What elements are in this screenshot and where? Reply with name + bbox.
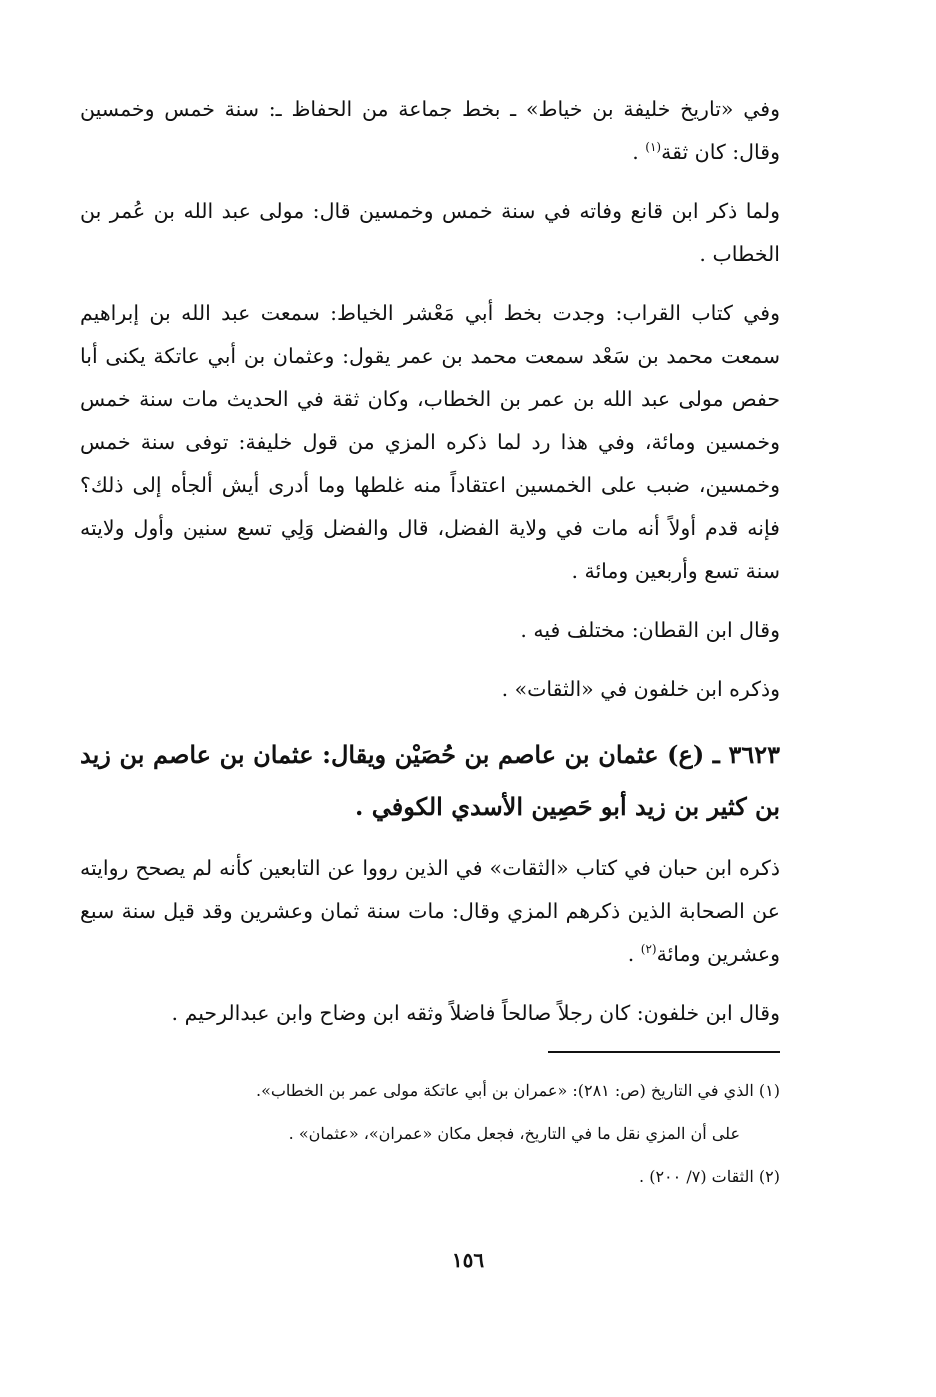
- footnote-1: (١) الذي في التاريخ (ص: ٢٨١): «عمران بن أبي عاتكة مولى عمر بن الخطاب».: [255, 1081, 780, 1100]
- footnote-1-continuation: على أن المزي نقل ما في التاريخ، فجعل مكان «عمران»، «عثمان» .: [288, 1124, 740, 1143]
- paragraph-text: وفي كتاب القراب: وجدت بخط أبي مَعْشر الخياط: سمعت عبد الله بن إبراهيم سمعت محمد بن سَعْد سمعت محمد بن عمر يقول: وعثمان بن أبي عاتكة يكنى أبا حفص مولى عبد الله بن عمر بن الخطاب، وكان ثقة في الحديث مات سنة خمس وخمسين ومائة، وفي هذا رد لما ذكره المزي من قول خليفة: توفى سنة خمس وخمسين، ضبب على الخمسين اعتقاداً منه غلطها وما أدرى أيش ألجأه إلى ذلك؟ فإنه قدم أولاً أنه مات في ولاية الفضل، قال والفضل وَلِي تسع سنين وأول ولايته سنة تسع وأربعين ومائة .: [80, 301, 780, 583]
- footnote-divider: [548, 1051, 780, 1053]
- paragraph-khalifa-history: [80, 88, 780, 174]
- entry-heading: ٣٦٢٣ ـ (ع) عثمان بن عاصم بن حُصَيْن ويقال: عثمان بن عاصم بن زيد بن كثير بن زيد أبو حَصِين الأسدي الكوفي .: [80, 740, 780, 821]
- paragraph-ibn-khalfun: [80, 668, 780, 711]
- paragraph-text: ذكره ابن حبان في كتاب «الثقات» في الذين رووا عن التابعين كأنه لم يصحح روايته عن الصحابة الذين ذكرهم المزي وقال: مات سنة ثمان وعشرين وقد قيل سنة سبع وعشرين ومائة: [80, 856, 780, 966]
- book-page: [80, 88, 780, 1198]
- page-number: ١٥٦: [451, 1248, 485, 1272]
- paragraph-text: وذكره ابن خلفون في «الثقات» .: [501, 677, 780, 701]
- footnote-2: (٢) الثقات (٧/ ٢٠٠) .: [639, 1167, 780, 1186]
- paragraph-end: .: [632, 140, 646, 164]
- paragraph-end: .: [627, 942, 641, 966]
- paragraph-ibn-khalfun-tawthiq: [80, 992, 780, 1035]
- paragraph-text: وفي «تاريخ خليفة بن خياط» ـ بخط جماعة من الحفاظ ـ: سنة خمس وخمسين وقال: كان ثقة: [80, 97, 780, 164]
- paragraph-ibn-qani: [80, 190, 780, 276]
- paragraph-ibn-al-qattan: [80, 609, 780, 652]
- footnote-ref-1[interactable]: (١): [645, 140, 662, 155]
- paragraph-text: وقال ابن خلفون: كان رجلاً صالحاً فاضلاً وثقه ابن وضاح وابن عبدالرحيم .: [171, 1001, 780, 1025]
- paragraph-kitab-al-qurrab: [80, 292, 780, 593]
- paragraph-ibn-hibban: [80, 847, 780, 976]
- footnote-ref-2[interactable]: (٢): [640, 942, 657, 957]
- paragraph-text: ولما ذكر ابن قانع وفاته في سنة خمس وخمسين قال: مولى عبد الله بن عُمر بن الخطاب .: [80, 199, 780, 266]
- paragraph-text: وقال ابن القطان: مختلف فيه .: [520, 618, 780, 642]
